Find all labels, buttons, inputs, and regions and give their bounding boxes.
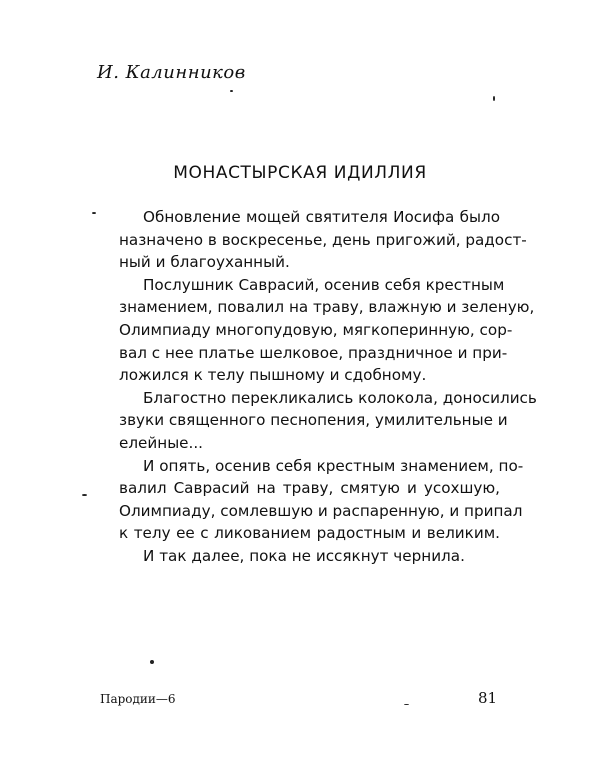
text-line: И так далее, пока не иссякнут чернила. — [143, 546, 465, 565]
text-line: ный и благоуханный. — [119, 253, 290, 272]
text-line: валил Саврасий на траву, смятую и усохшую, — [119, 479, 500, 498]
author-name: И. Калинников — [97, 62, 246, 83]
text-line: Послушник Саврасий, осенив себя крестным — [143, 275, 505, 294]
paragraph — [95, 274, 535, 387]
text-line: Олимпиаду многопудовую, мягкоперинную, сор- — [119, 320, 513, 339]
print-speck — [92, 212, 96, 214]
print-speck — [493, 96, 495, 101]
text-line: знамением, повалил на траву, влажную и зеленую, — [119, 298, 535, 317]
page-number: 81 — [478, 689, 498, 707]
body-text — [95, 206, 537, 568]
print-speck — [404, 704, 409, 705]
text-line: к телу ее с ликованием радостным и великим. — [119, 524, 500, 543]
text-line: И опять, осенив себя крестным знамением, по- — [143, 456, 524, 475]
print-speck — [230, 90, 233, 92]
text-line: ложился к телу пышному и сдобному. — [119, 366, 427, 385]
paragraph — [95, 206, 527, 274]
text-line: вал с нее платье шелковое, праздничное и при- — [119, 343, 508, 362]
text-line: назначено в воскресенье, день пригожий, радост- — [119, 230, 527, 249]
paragraph — [95, 387, 537, 455]
text-line: звуки священного песнопения, умилительные и — [119, 411, 508, 430]
text-line: Благостно перекликались колокола, доносились — [143, 388, 537, 407]
text-line: Обновление мощей святителя Иосифа было — [143, 208, 500, 226]
footer-signature: Пародии—6 — [100, 692, 176, 706]
text-line: Олимпиаду, сомлевшую и распаренную, и припал — [119, 501, 523, 520]
text-line: елейные... — [119, 433, 204, 452]
paragraph — [95, 455, 524, 545]
poem-title: МОНАСТЫРСКАЯ ИДИЛЛИЯ — [173, 163, 427, 183]
print-speck — [82, 494, 87, 496]
paragraph — [95, 545, 500, 568]
print-speck — [150, 660, 154, 664]
